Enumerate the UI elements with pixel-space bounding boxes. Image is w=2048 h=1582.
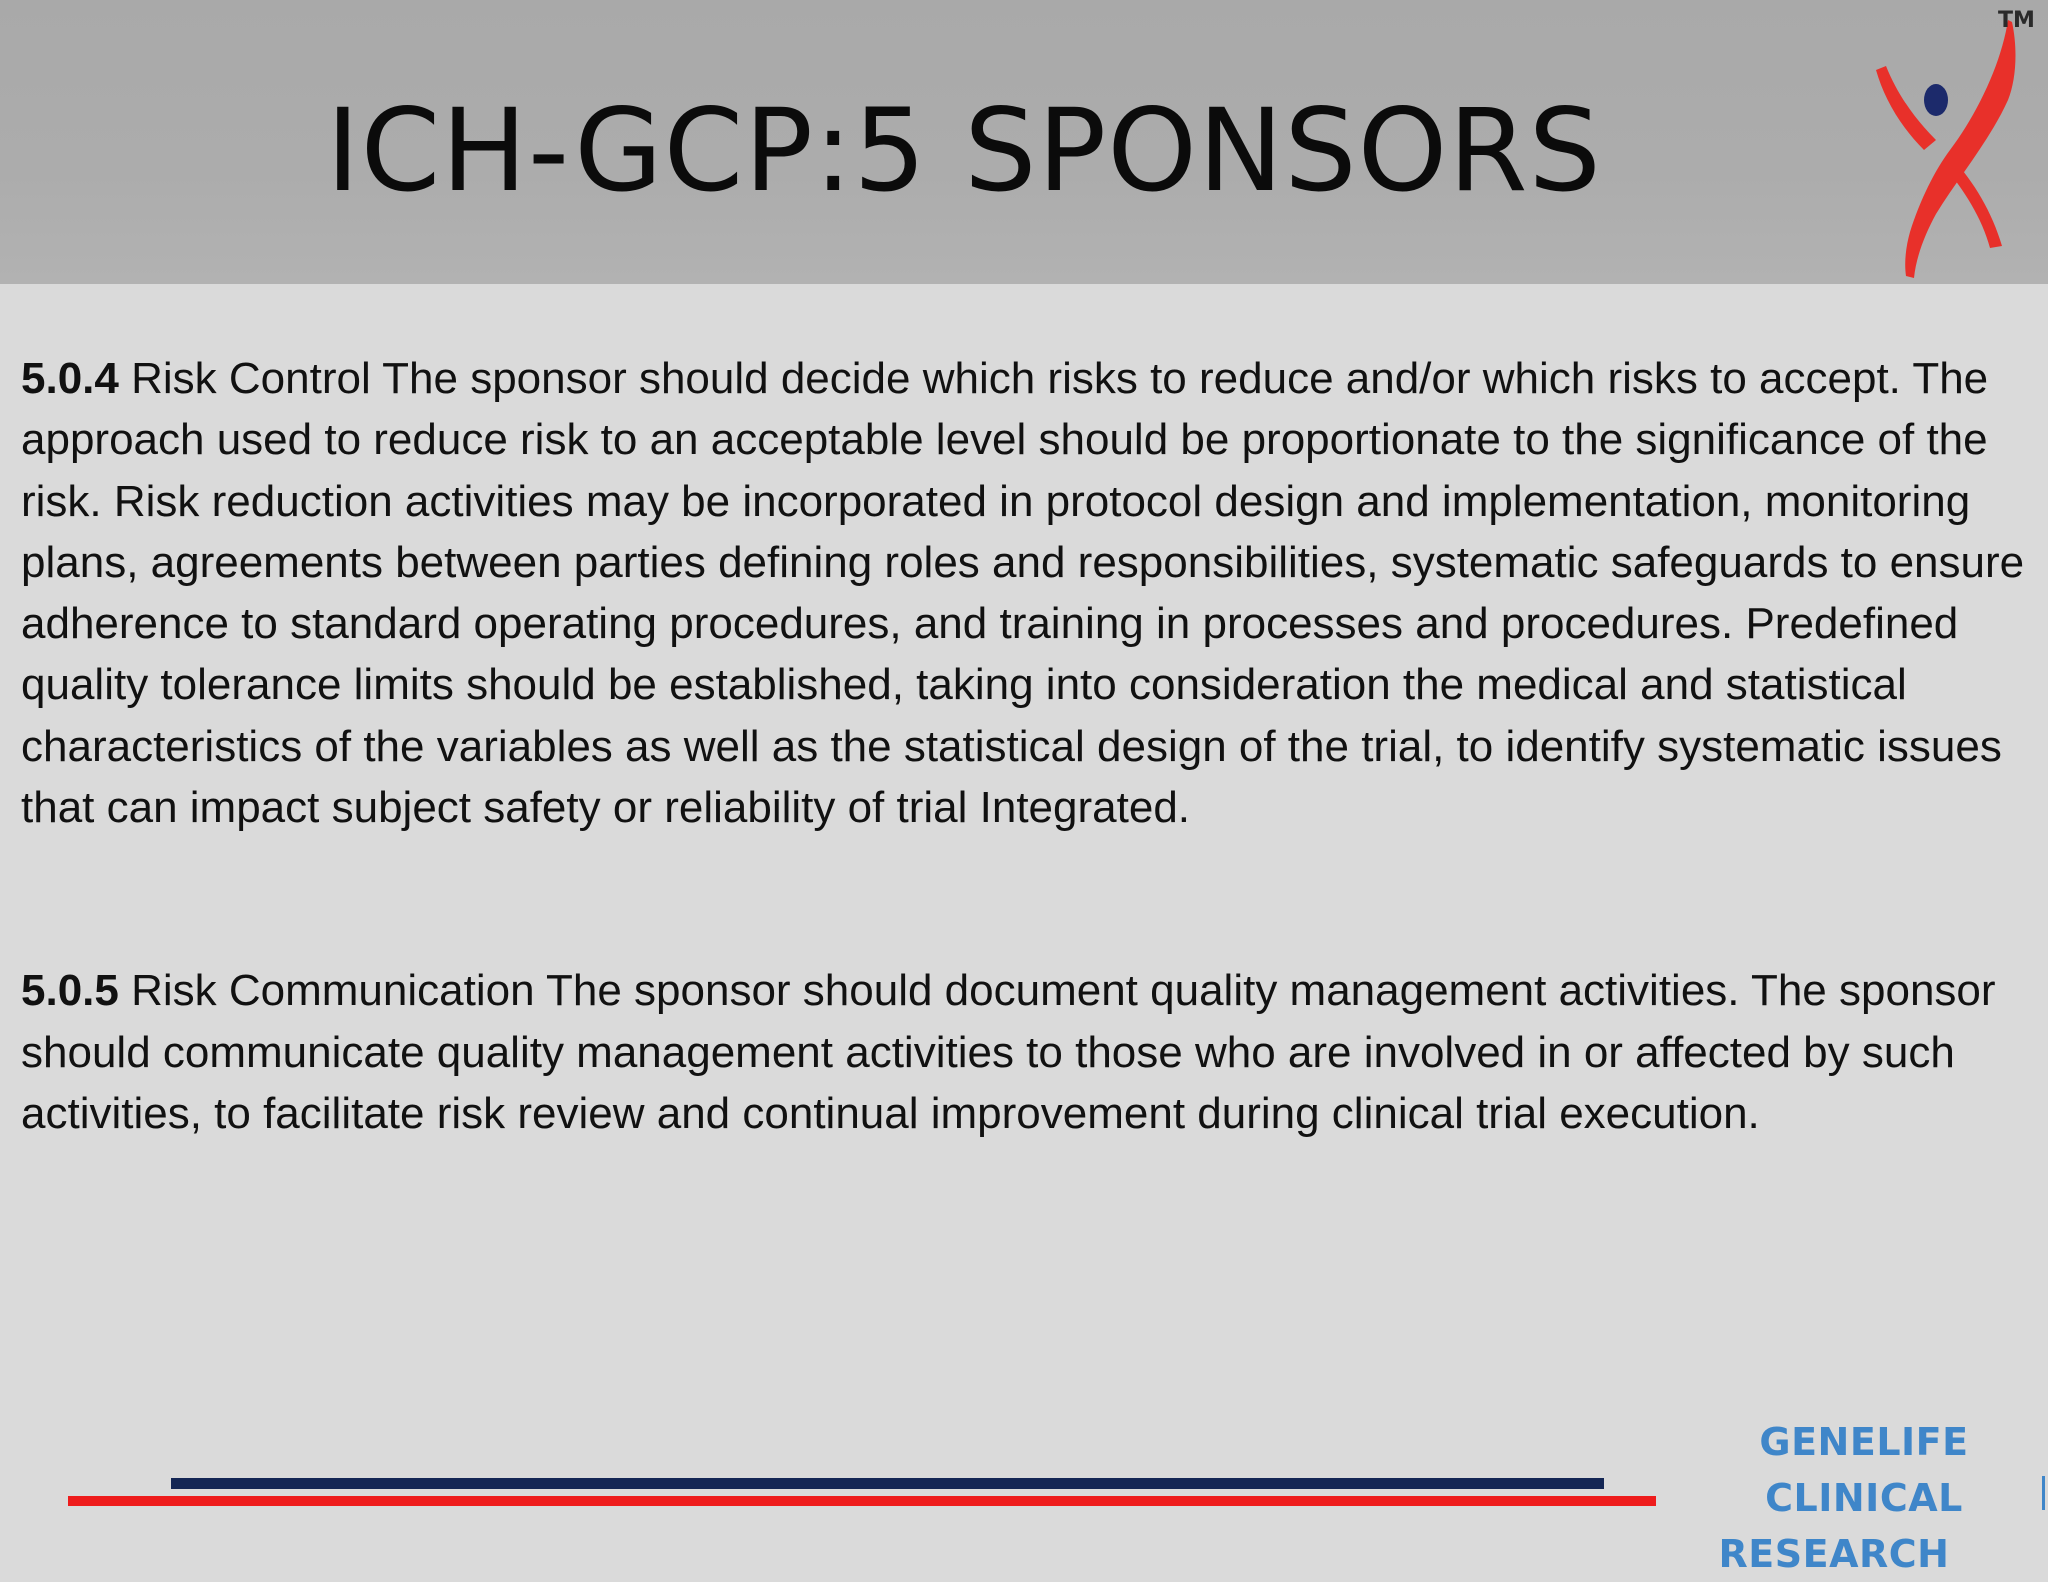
brand-logotype: [1680, 1414, 2048, 1582]
slide-body: [21, 348, 2031, 1144]
footer-divider-red: [68, 1496, 1656, 1506]
section-text: Risk Communication The sponsor should document quality management activities. The sponsor should communicate quality management activities to those who are involved in or affected by such activities, to facilitate risk review and continual improvement during clinical trial execution.: [21, 966, 1996, 1138]
section-number: 5.0.4: [21, 354, 119, 403]
section-paragraph: [21, 960, 2031, 1144]
footer-divider-blue: [171, 1478, 1604, 1489]
running-figure-x-icon: [1840, 0, 2048, 284]
brand-divider: [2042, 1476, 2045, 1510]
section-text: Risk Control The sponsor should decide which risks to reduce and/or which risks to accept. The approach used to reduce risk to an acceptable level should be proportionate to the significance of the risk. Risk reduction activities may be incorporated in protocol design and implementation, monitoring plans, agreements between parties defining roles and responsibilities, systematic safeguards to ensure adherence to standard operating procedures, and training in processes and procedures. Predefined quality tolerance limits should be established, taking into consideration the medical and statistical characteristics of the variables as well as the statistical design of the trial, to identify systematic issues that can impact subject safety or reliability of trial Integrated.: [21, 354, 2025, 833]
brand-line-2: RESEARCH: [1718, 1532, 1950, 1576]
brand-line-1: GENELIFE CLINICAL: [1759, 1420, 1969, 1520]
slide-title: ICH-GCP:5 SPONSORS: [326, 84, 1602, 217]
section-paragraph: [21, 348, 2031, 838]
trademark-mark: TM: [1998, 8, 2035, 33]
section-number: 5.0.5: [21, 966, 119, 1016]
